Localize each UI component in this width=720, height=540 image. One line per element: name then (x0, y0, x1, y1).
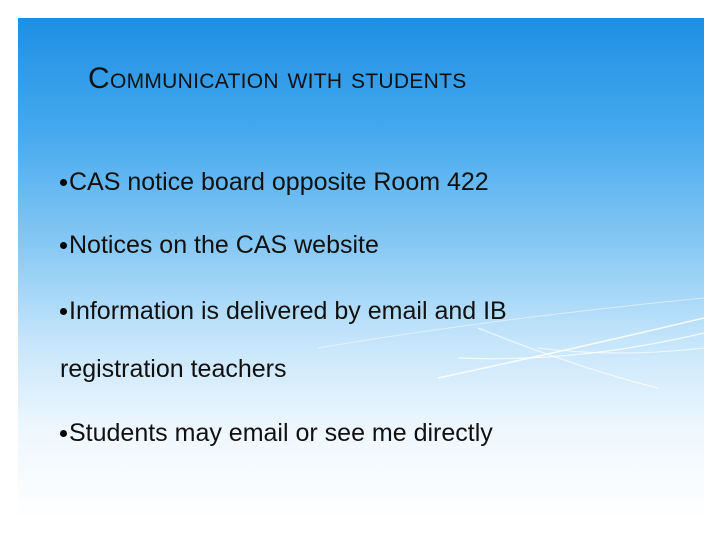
bullet-item (60, 166, 489, 198)
bullet-text: Notices on the CAS website (69, 231, 379, 259)
bullet-item (60, 417, 493, 449)
bullet-dot-icon (60, 308, 67, 315)
bullet-text: Students may email or see me directly (69, 419, 493, 447)
bullet-text: CAS notice board opposite Room 422 (69, 168, 489, 196)
slide-title: Communication with students (88, 62, 467, 95)
bullet-continuation: registration teachers (60, 355, 287, 383)
bullet-dot-icon (60, 430, 67, 437)
bullet-text: Information is delivered by email and IB (69, 297, 507, 325)
bullet-item (60, 295, 507, 327)
bullet-dot-icon (60, 179, 67, 186)
bullet-dot-icon (60, 242, 67, 249)
bullet-item (60, 229, 379, 261)
